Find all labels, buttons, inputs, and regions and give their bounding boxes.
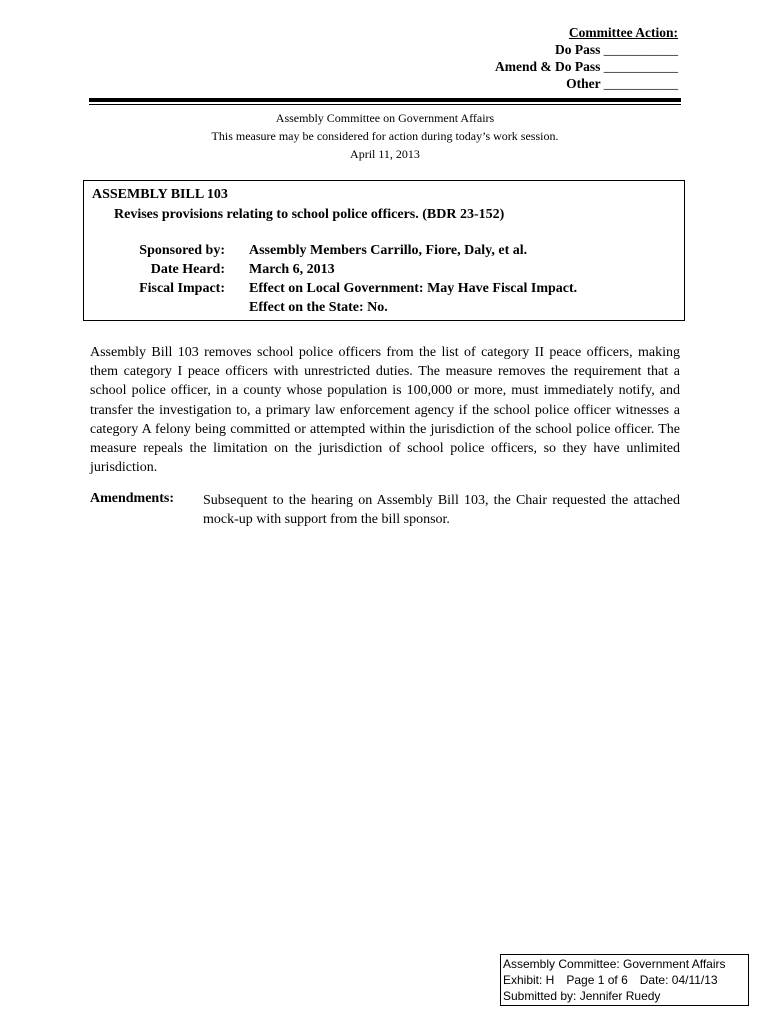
date-heard-label: Date Heard: [150,262,225,277]
fiscal-local-value: Effect on Local Government: May Have Fiscal Impact. [249,281,578,296]
other-label: Other [566,76,601,91]
session-header [89,109,681,163]
committee-action-heading: Committee Action: [568,25,678,40]
fiscal-state-row [84,300,684,319]
header-rule-thick [89,98,681,102]
bill-summary: Assembly Bill 103 removes school police officers from the list of category II peace officers, making them category I peace officers with unrestricted duties. The measure removes the requirement that a school police officer, in a county whose population is 100,000 or more, must immediately notify, and transfer the investigation to, a primary law enforcement agency if the school police officer witnesses a category A felony being committed or attempted within the jurisdiction of the school police officer. The measure repeals the limitation on the jurisdiction of school police officers, so they have unlimited jurisdiction. [90,345,680,476]
sponsored-value: Assembly Members Carrillo, Fiore, Daly, et al. [249,243,528,258]
bill-title: ASSEMBLY BILL 103 [92,187,228,202]
sponsored-row [84,243,684,262]
exhibit-submitted-by: Submitted by: Jennifer Ruedy [503,989,661,1003]
bill-info-box [83,180,685,321]
exhibit-date: Date: 04/11/13 [639,973,718,987]
amend-do-pass-blank: ___________ [603,59,678,74]
date-heard-value: March 6, 2013 [249,262,335,277]
other-blank: ___________ [603,76,678,91]
other-line [495,75,678,92]
bill-meta [84,243,684,319]
bill-description: Revises provisions relating to school police officers. (BDR 23-152) [114,207,505,222]
amend-do-pass-line [495,58,678,75]
work-session-note: This measure may be considered for action during today’s work session. [211,129,559,143]
committee-action-block [495,24,678,92]
do-pass-line [495,41,678,58]
committee-name: Assembly Committee on Government Affairs [275,111,495,125]
header-rule-thin [89,104,681,105]
exhibit-letter: Exhibit: H [503,973,555,987]
exhibit-stamp [500,954,749,1006]
exhibit-details-row [503,972,746,988]
date-heard-row [84,262,684,281]
fiscal-impact-row [84,281,684,300]
do-pass-blank: ___________ [603,42,678,57]
session-date: April 11, 2013 [350,147,420,161]
exhibit-committee: Assembly Committee: Government Affairs [503,957,726,971]
exhibit-page: Page 1 of 6 [566,973,628,987]
amendments-text: Subsequent to the hearing on Assembly Bill 103, the Chair requested the attached mock-up with support from the bill sponsor. [203,493,680,528]
fiscal-impact-label: Fiscal Impact: [139,281,225,296]
do-pass-label: Do Pass [554,42,601,57]
fiscal-state-value: Effect on the State: No. [249,300,388,315]
sponsored-label: Sponsored by: [139,243,225,258]
amend-do-pass-label: Amend & Do Pass [494,59,601,74]
amendments-label: Amendments: [90,491,174,506]
